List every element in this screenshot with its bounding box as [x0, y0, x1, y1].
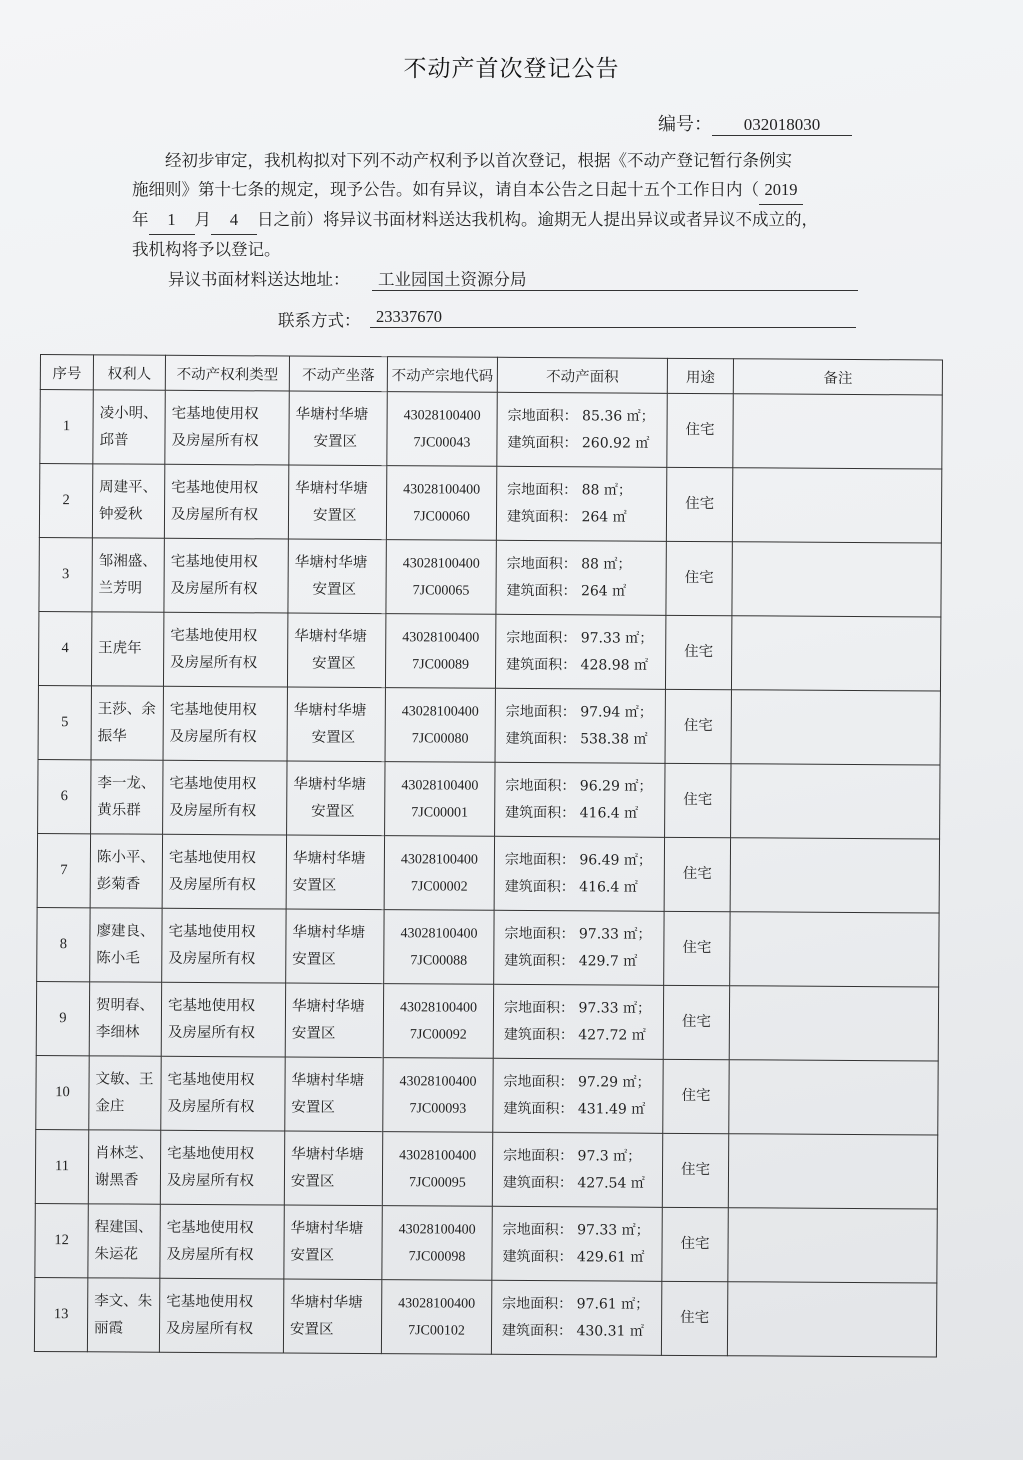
- location-line-2: 安置区: [292, 951, 336, 968]
- cell-parcel-code: [383, 984, 493, 1059]
- cell-area: [496, 466, 666, 541]
- cell-remarks: [733, 394, 942, 469]
- notice-day: 4: [211, 205, 257, 235]
- owner-line-1: 凌小明、: [99, 404, 158, 422]
- cell-usage: 住宅: [666, 467, 732, 541]
- cell-remarks: [727, 1282, 936, 1357]
- contact-label: 联系方式：: [278, 311, 361, 330]
- location-line-2: 安置区: [290, 1247, 335, 1264]
- notice-month-suffix: 月: [194, 210, 211, 229]
- cell-parcel-code: [384, 836, 494, 911]
- cell-right-type: [161, 982, 285, 1057]
- cell-owner: [87, 1278, 159, 1352]
- cell-usage: 住宅: [662, 1207, 728, 1281]
- document-number-value: 032018030: [712, 115, 852, 136]
- land-area: 宗地面积： 85.36 ㎡；: [507, 407, 655, 425]
- cell-right-type: [164, 464, 288, 539]
- right-type-line-1: 宅基地使用权: [171, 405, 259, 422]
- cell-owner: [91, 612, 163, 686]
- right-type-line-2: 及房屋所有权: [169, 728, 257, 745]
- header-right-type: 不动产权利类型: [165, 355, 289, 391]
- cell-usage: 住宅: [666, 541, 732, 615]
- building-area: 建筑面积： 430.31 ㎡: [501, 1322, 644, 1340]
- cell-remarks: [729, 986, 938, 1061]
- owner-line-2: 彭菊香: [96, 875, 141, 893]
- parcel-code-line-1: 43028100400: [403, 481, 481, 498]
- parcel-code-line-2: 7JC00095: [408, 1174, 466, 1191]
- right-type-line-2: 及房屋所有权: [166, 1320, 254, 1337]
- cell-remarks: [730, 838, 939, 913]
- location-line-2: 安置区: [312, 655, 356, 672]
- table-row: [37, 907, 939, 987]
- cell-parcel-code: [382, 1132, 492, 1207]
- location-line-2: 安置区: [311, 803, 355, 820]
- table-row: [37, 833, 939, 913]
- building-area: 建筑面积： 416.4 ㎡: [504, 878, 638, 896]
- right-type-line-1: 宅基地使用权: [168, 923, 256, 940]
- cell-parcel-code: [382, 1206, 492, 1281]
- page-title: 不动产首次登记公告: [403, 56, 620, 82]
- right-type-line-2: 及房屋所有权: [170, 506, 259, 523]
- location-line-2: 安置区: [311, 729, 356, 746]
- right-type-line-1: 宅基地使用权: [169, 775, 257, 792]
- owner-line-1: 王莎、余: [97, 700, 156, 718]
- table-body: [34, 390, 942, 1357]
- table-row: [39, 464, 941, 544]
- table-row: [35, 1203, 937, 1283]
- cell-owner: [88, 1204, 160, 1278]
- location-line-2: 安置区: [292, 877, 337, 894]
- land-area: 宗地面积： 97.33 ㎡；: [503, 999, 652, 1017]
- location-line-1: 华塘村华塘: [293, 702, 367, 719]
- cell-area: [493, 984, 663, 1059]
- cell-usage: 住宅: [663, 1059, 729, 1133]
- table-header-row: [40, 355, 942, 396]
- land-area: 宗地面积： 88 ㎡；: [507, 481, 632, 499]
- right-type-line-1: 宅基地使用权: [167, 1145, 255, 1162]
- owner-line-1: 陈小平、: [96, 848, 155, 866]
- cell-owner: [91, 760, 163, 834]
- location-line-1: 华塘村华塘: [294, 628, 367, 645]
- cell-parcel-code: [385, 762, 495, 837]
- building-area: 建筑面积： 264 ㎡: [506, 508, 627, 526]
- cell-area: [497, 392, 667, 467]
- cell-usage: 住宅: [665, 763, 731, 837]
- location-line-1: 华塘村华塘: [293, 776, 366, 793]
- building-area: 建筑面积： 429.61 ㎡: [502, 1248, 645, 1266]
- cell-remarks: [728, 1208, 937, 1283]
- parcel-code-line-1: 43028100400: [400, 925, 478, 942]
- location-line-1: 华塘村华塘: [292, 924, 366, 941]
- table-row: [35, 1129, 937, 1209]
- land-area: 宗地面积： 97.94 ㎡；: [505, 703, 653, 721]
- parcel-code-line-2: 7JC00002: [410, 878, 468, 895]
- cell-right-type: [159, 1278, 283, 1353]
- cell-right-type: [162, 908, 286, 983]
- parcel-code-line-2: 7JC00093: [409, 1100, 467, 1117]
- cell-usage: 住宅: [665, 689, 731, 763]
- location-line-1: 华塘村华塘: [291, 1146, 364, 1163]
- owner-line-2: 朱运花: [94, 1245, 139, 1263]
- cell-right-type: [160, 1204, 284, 1279]
- table-row: [40, 390, 942, 470]
- right-type-line-2: 及房屋所有权: [171, 432, 259, 449]
- notice-line-2: [132, 175, 862, 205]
- cell-seq: 9: [36, 981, 89, 1055]
- cell-location: [289, 391, 387, 466]
- cell-location: [287, 761, 385, 836]
- cell-seq: 7: [37, 833, 90, 907]
- contact-info: [278, 307, 442, 331]
- right-type-line-2: 及房屋所有权: [170, 654, 258, 671]
- building-area: 建筑面积： 416.4 ㎡: [505, 804, 639, 822]
- registration-table: [34, 354, 943, 1357]
- cell-owner: [88, 1130, 160, 1204]
- cell-remarks: [732, 542, 941, 617]
- table-row: [36, 981, 938, 1061]
- cell-usage: 住宅: [664, 837, 730, 911]
- owner-line-2: 金庄: [95, 1097, 125, 1115]
- right-type-line-2: 及房屋所有权: [167, 1024, 255, 1041]
- table-row: [38, 759, 940, 839]
- cell-right-type: [160, 1130, 284, 1205]
- document-number: [658, 110, 852, 136]
- cell-seq: 6: [38, 759, 91, 833]
- parcel-code-line-1: 43028100400: [399, 1147, 477, 1164]
- right-type-line-1: 宅基地使用权: [170, 553, 258, 570]
- header-location: 不动产坐落: [289, 356, 387, 392]
- land-area: 宗地面积： 97.29 ㎡；: [503, 1073, 651, 1091]
- parcel-code-line-2: 7JC00088: [410, 952, 468, 969]
- right-type-line-1: 宅基地使用权: [168, 849, 256, 866]
- owner-line-2: 李细林: [95, 1023, 140, 1041]
- owner-line-2: 丽霞: [94, 1319, 124, 1337]
- address-label: 异议书面材料送达地址：: [168, 270, 350, 289]
- location-line-2: 安置区: [291, 1025, 336, 1042]
- cell-owner: [92, 464, 164, 538]
- location-line-2: 安置区: [290, 1173, 335, 1190]
- parcel-code-line-2: 7JC00080: [411, 730, 469, 747]
- location-line-1: 华塘村华塘: [295, 480, 368, 497]
- parcel-code-line-1: 43028100400: [402, 629, 480, 646]
- owner-line-2: 钟爱秋: [98, 505, 143, 523]
- header-parcel-code: 不动产宗地代码: [387, 357, 497, 393]
- table-row: [38, 685, 940, 765]
- building-area: 建筑面积： 429.7 ㎡: [504, 952, 638, 970]
- location-line-1: 华塘村华塘: [290, 1220, 364, 1237]
- cell-right-type: [163, 686, 287, 761]
- right-type-line-1: 宅基地使用权: [166, 1293, 254, 1310]
- parcel-code-line-2: 7JC00065: [412, 582, 470, 599]
- cell-right-type: [163, 612, 287, 687]
- owner-line-1: 肖林芝、: [95, 1144, 154, 1162]
- parcel-code-line-1: 43028100400: [399, 1073, 477, 1090]
- cell-usage: 住宅: [667, 393, 733, 467]
- parcel-code-line-2: 7JC00001: [411, 804, 469, 821]
- table-row: [34, 1277, 936, 1357]
- owner-line-1: 程建国、: [94, 1218, 153, 1236]
- parcel-code-line-1: 43028100400: [402, 555, 480, 572]
- location-line-2: 安置区: [291, 1099, 335, 1116]
- cell-right-type: [161, 1056, 285, 1131]
- location-line-2: 安置区: [312, 507, 357, 524]
- cell-right-type: [164, 538, 288, 613]
- notice-line-2-text: 施细则》第十七条的规定，现予公告。如有异议，请自本公告之日起十五个工作日内（: [132, 180, 759, 199]
- location-line-2: 安置区: [289, 1321, 334, 1338]
- owner-line-2: 兰芳明: [98, 579, 143, 597]
- land-area: 宗地面积： 96.29 ㎡；: [505, 777, 653, 795]
- cell-owner: [89, 1056, 161, 1130]
- parcel-code-line-1: 43028100400: [398, 1295, 476, 1312]
- cell-usage: 住宅: [665, 615, 731, 689]
- cell-seq: 11: [35, 1129, 88, 1203]
- cell-location: [288, 465, 386, 540]
- cell-usage: 住宅: [661, 1281, 727, 1355]
- cell-seq: 8: [37, 907, 90, 981]
- cell-owner: [90, 834, 162, 908]
- cell-remarks: [728, 1134, 937, 1209]
- owner-line-2: 邱普: [99, 431, 129, 449]
- location-line-1: 华塘村华塘: [290, 1294, 363, 1311]
- cell-area: [495, 688, 665, 763]
- cell-owner: [89, 982, 161, 1056]
- cell-seq: 3: [39, 537, 92, 611]
- cell-area: [493, 1058, 663, 1133]
- location-line-1: 华塘村华塘: [291, 998, 365, 1015]
- parcel-code-line-1: 43028100400: [398, 1221, 476, 1238]
- cell-usage: 住宅: [664, 911, 730, 985]
- cell-location: [286, 909, 384, 984]
- right-type-line-2: 及房屋所有权: [169, 802, 257, 819]
- notice-year-suffix: 年: [132, 210, 149, 229]
- cell-usage: 住宅: [662, 1133, 728, 1207]
- parcel-code-line-1: 43028100400: [400, 851, 478, 868]
- cell-parcel-code: [387, 392, 497, 467]
- cell-parcel-code: [381, 1280, 491, 1355]
- cell-location: [283, 1279, 381, 1354]
- right-type-line-1: 宅基地使用权: [171, 479, 259, 496]
- right-type-line-2: 及房屋所有权: [168, 876, 256, 893]
- owner-line-1: 廖建良、: [96, 922, 155, 940]
- cell-owner: [92, 538, 164, 612]
- land-area: 宗地面积： 97.33 ㎡；: [504, 925, 652, 943]
- cell-owner: [90, 908, 162, 982]
- owner-line-2: 黄乐群: [97, 801, 141, 819]
- cell-remarks: [731, 616, 940, 691]
- cell-seq: 5: [38, 685, 91, 759]
- notice-line-4: 我机构将予以登记。: [132, 240, 281, 259]
- right-type-line-2: 及房屋所有权: [166, 1172, 255, 1189]
- location-line-2: 安置区: [313, 433, 358, 450]
- cell-parcel-code: [385, 688, 495, 763]
- owner-line-2: 陈小毛: [96, 949, 140, 967]
- cell-location: [285, 983, 383, 1058]
- right-type-line-1: 宅基地使用权: [166, 1219, 254, 1236]
- header-owner: 权利人: [93, 355, 165, 390]
- cell-area: [492, 1132, 662, 1207]
- cell-parcel-code: [384, 910, 494, 985]
- parcel-code-line-2: 7JC00098: [408, 1248, 466, 1265]
- cell-owner: [93, 390, 165, 464]
- owner-line-2: 振华: [97, 727, 127, 745]
- land-area: 宗地面积： 97.33 ㎡；: [506, 629, 654, 647]
- objection-address: [168, 266, 527, 290]
- parcel-code-line-2: 7JC00092: [409, 1026, 467, 1043]
- header-area: 不动产面积: [497, 357, 667, 393]
- owner-line-1: 贺明春、: [95, 996, 155, 1014]
- owner-line-1: 周建平、: [99, 478, 158, 496]
- cell-right-type: [163, 760, 287, 835]
- cell-location: [284, 1131, 382, 1206]
- land-area: 宗地面积： 97.61 ㎡；: [502, 1295, 650, 1313]
- cell-parcel-code: [386, 466, 496, 541]
- owner-line-1: 邹湘盛、: [98, 552, 157, 570]
- parcel-code-line-2: 7JC00060: [413, 508, 470, 525]
- right-type-line-1: 宅基地使用权: [170, 627, 258, 644]
- owner-line-1: 文敏、王: [95, 1070, 154, 1088]
- cell-parcel-code: [383, 1058, 493, 1133]
- cell-area: [491, 1280, 661, 1355]
- table-row: [38, 611, 940, 691]
- cell-seq: 10: [36, 1055, 89, 1129]
- table-row: [36, 1055, 938, 1135]
- document-number-label: 编号：: [658, 114, 712, 135]
- cell-remarks: [729, 1060, 938, 1135]
- cell-parcel-code: [385, 614, 495, 689]
- owner-line-1: 王虎年: [98, 640, 142, 657]
- right-type-line-1: 宅基地使用权: [167, 997, 256, 1014]
- notice-month: 1: [149, 205, 195, 235]
- right-type-line-2: 及房屋所有权: [170, 580, 258, 597]
- cell-seq: 4: [38, 611, 91, 685]
- building-area: 建筑面积： 428.98 ㎡: [506, 656, 649, 674]
- parcel-code-line-2: 7JC00089: [412, 656, 470, 673]
- cell-parcel-code: [386, 540, 496, 615]
- cell-usage: 住宅: [663, 985, 729, 1059]
- address-value: 工业园国土资源分局: [372, 266, 858, 291]
- cell-seq: 12: [35, 1203, 88, 1277]
- cell-location: [287, 613, 385, 688]
- building-area: 建筑面积： 431.49 ㎡: [503, 1100, 646, 1118]
- cell-owner: [91, 686, 163, 760]
- right-type-line-1: 宅基地使用权: [169, 701, 257, 718]
- parcel-code-line-1: 43028100400: [399, 999, 478, 1016]
- parcel-code-line-1: 43028100400: [401, 703, 479, 720]
- notice-line-3-text: 日之前）将异议书面材料送达我机构。逾期无人提出异议或者异议不成立的，: [257, 210, 818, 229]
- owner-line-2: 谢黑香: [94, 1171, 139, 1189]
- notice-line-1: 经初步审定，我机构拟对下列不动产权利予以首次登记，根据《不动产登记暂行条例实: [165, 151, 792, 170]
- building-area: 建筑面积： 260.92 ㎡: [507, 434, 650, 452]
- owner-line-1: 李文、朱: [94, 1292, 153, 1310]
- location-line-1: 华塘村华塘: [295, 406, 369, 423]
- cell-location: [286, 835, 384, 910]
- notice-year: 2019: [759, 175, 803, 205]
- cell-area: [496, 540, 666, 615]
- location-line-1: 华塘村华塘: [292, 850, 366, 867]
- land-area: 宗地面积： 97.3 ㎡；: [503, 1147, 642, 1165]
- cell-remarks: [731, 764, 940, 839]
- building-area: 建筑面积： 427.72 ㎡: [503, 1026, 646, 1044]
- cell-location: [285, 1057, 383, 1132]
- cell-area: [494, 910, 664, 985]
- cell-area: [494, 836, 664, 911]
- cell-location: [287, 687, 385, 762]
- notice-paragraph: [132, 146, 862, 264]
- header-seq: 序号: [40, 355, 93, 390]
- cell-location: [284, 1205, 382, 1280]
- building-area: 建筑面积： 427.54 ㎡: [502, 1174, 645, 1192]
- land-area: 宗地面积： 97.33 ㎡；: [502, 1221, 650, 1239]
- contact-value: 23337670: [370, 307, 856, 328]
- cell-right-type: [162, 834, 286, 909]
- location-line-1: 华塘村华塘: [294, 554, 368, 571]
- building-area: 建筑面积： 264 ㎡: [506, 582, 627, 600]
- right-type-line-2: 及房屋所有权: [167, 1098, 255, 1115]
- location-line-1: 华塘村华塘: [291, 1072, 365, 1089]
- cell-area: [492, 1206, 662, 1281]
- land-area: 宗地面积： 88 ㎡；: [506, 555, 632, 573]
- cell-seq: 1: [40, 390, 93, 464]
- cell-location: [288, 539, 386, 614]
- header-usage: 用途: [667, 358, 733, 393]
- cell-seq: 13: [34, 1277, 87, 1351]
- right-type-line-2: 及房屋所有权: [168, 950, 256, 967]
- parcel-code-line-2: 7JC00102: [408, 1322, 465, 1339]
- cell-area: [495, 762, 665, 837]
- building-area: 建筑面积： 538.38 ㎡: [505, 730, 648, 748]
- parcel-code-line-1: 43028100400: [403, 407, 481, 424]
- cell-remarks: [731, 690, 940, 765]
- parcel-code-line-2: 7JC00043: [413, 434, 471, 451]
- cell-area: [495, 614, 665, 689]
- cell-seq: 2: [39, 464, 92, 538]
- right-type-line-1: 宅基地使用权: [167, 1071, 255, 1088]
- notice-line-3: [132, 205, 862, 235]
- cell-remarks: [730, 912, 939, 987]
- land-area: 宗地面积： 96.49 ㎡；: [504, 851, 652, 869]
- owner-line-1: 李一龙、: [97, 774, 156, 792]
- header-remarks: 备注: [733, 359, 942, 395]
- cell-right-type: [165, 390, 289, 465]
- location-line-2: 安置区: [312, 581, 357, 598]
- parcel-code-line-1: 43028100400: [401, 777, 479, 794]
- table-row: [39, 537, 941, 617]
- right-type-line-2: 及房屋所有权: [166, 1246, 254, 1263]
- cell-remarks: [732, 468, 941, 543]
